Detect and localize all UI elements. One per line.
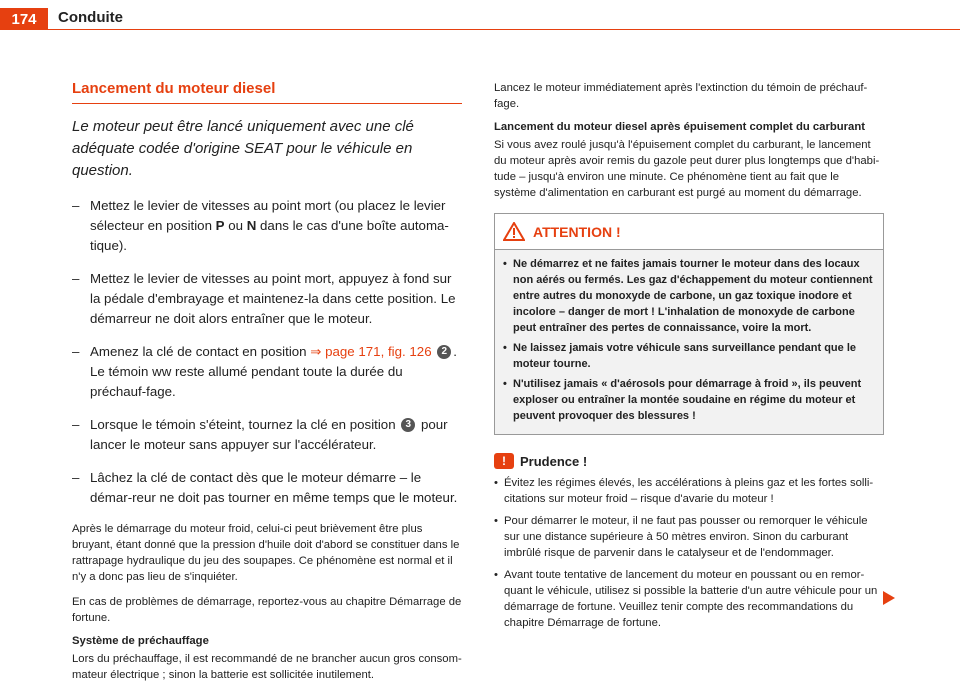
warning-item (503, 340, 875, 372)
step-dash: – (72, 470, 80, 485)
warning-body (495, 250, 883, 434)
gear-n: N (246, 218, 257, 233)
section-title: Lancement du moteur diesel (72, 80, 462, 104)
paragraph: En cas de problèmes de démarrage, reportez-vous au chapitre Démarrage de fortune. (72, 596, 462, 624)
step-text: Lâchez la clé de contact dès que le moteur démarre – le démar-reur ne doit pas tourner en même temps que le moteur. (90, 470, 458, 505)
warning-text: Ne laissez jamais votre véhicule sans surveillance pendant que le moteur tourne. (513, 342, 856, 370)
paragraph: Si vous avez roulé jusqu'à l'épuisement complet du carburant, le lancement du moteur après avoir remis du gazole peut durer plus longtemps que d'habi-tude – jusqu'à environ une minute. Ce phénomène tient au fait que le système d'alimentation en carburant est purgé au moment du démarrage. (494, 139, 880, 199)
step-3 (72, 342, 462, 402)
subheading: Lancement du moteur diesel après épuisement complet du carburant (494, 121, 866, 133)
bullet: • (503, 342, 507, 354)
subheading: Système de préchauffage (72, 635, 209, 647)
page-number: 174 (0, 8, 48, 30)
step-text: . Le témoin (90, 344, 457, 379)
step-text: Amenez la clé de contact en position (90, 344, 311, 359)
caution-text: Évitez les régimes élevés, les accélérations à pleins gaz et les fortes solli-citations sur moteur froid – risque d'avarie du moteur ! (504, 477, 874, 505)
header-rule (48, 29, 960, 30)
step-1 (72, 196, 462, 256)
position-3-badge: 3 (401, 418, 415, 432)
bullet: • (503, 378, 507, 390)
caution-text: Avant toute tentative de lancement du moteur en poussant ou en remor-quant le véhicule, utilisez si possible la batterie d'un autre véhicule pour un démarrage de fortune. Veuillez tenir compte des recommandations du chapitre Démarrage de fortune. (504, 569, 878, 629)
page-header (0, 0, 960, 30)
step-4 (72, 415, 462, 455)
step-dash: – (72, 344, 80, 359)
bullet: • (494, 477, 498, 489)
bullet: • (503, 258, 507, 270)
caution-item (494, 475, 884, 507)
step-text: pour lancer le moteur sans appuyer sur l'accélérateur. (90, 417, 448, 452)
caution-item (494, 567, 884, 631)
caution-item (494, 513, 884, 561)
bullet: • (494, 515, 498, 527)
glow-plug-icon: ᴡᴡ (152, 364, 172, 379)
warning-item (503, 376, 875, 424)
step-dash: – (72, 271, 80, 286)
warning-title: ATTENTION ! (533, 223, 621, 240)
paragraph: Lancez le moteur immédiatement après l'extinction du témoin de préchauf-fage. (494, 82, 868, 110)
step-text: Mettez le levier de vitesses au point mort (ou placez le levier sélecteur en position (90, 198, 446, 233)
step-text: reste allumé pendant toute la durée du préchauf-fage. (90, 364, 403, 399)
paragraph: Après le démarrage du moteur froid, celui-ci peut brièvement être plus bruyant, étant donné que la pression d'huile doit d'abord se constituer dans le rattrapage hydraulique du jeu des soupapes. Ce phénomène est normal et il n'y a donc pas lieu de s'inquiéter. (72, 523, 460, 583)
warning-text: Ne démarrez et ne faites jamais tourner le moteur dans des locaux non aérés ou fermés. Les gaz d'échappement du moteur contiennent entre autres du monoxyde de carbone, un gaz toxique inodore et incolore – danger de mort ! L'inhalation de monoxyde de carbone peut entraîner des pertes de connaissance, voire la mort. (513, 258, 873, 334)
warning-item (503, 256, 875, 336)
warning-triangle-icon (503, 222, 525, 241)
caution-title: Prudence ! (520, 453, 588, 469)
page-link[interactable]: ⇒ page 171, fig. 126 (310, 344, 432, 359)
step-text: Lorsque le témoin s'éteint, tournez la clé en position (90, 417, 400, 432)
step-dash: – (72, 417, 80, 432)
warning-text: N'utilisez jamais « d'aérosols pour démarrage à froid », ils peuvent exploser ou entraîner la montée soudaine en régime du moteur et peuvent provoquer des blessures ! (513, 378, 862, 422)
step-dash: – (72, 198, 80, 213)
next-page-arrow-icon[interactable] (883, 591, 895, 605)
position-2-badge: 2 (437, 345, 451, 359)
step-2 (72, 269, 462, 329)
left-column (72, 80, 462, 692)
step-5 (72, 468, 462, 508)
bullet: • (494, 569, 498, 581)
caution-icon: ! (494, 453, 514, 469)
paragraph: Lors du préchauffage, il est recommandé de ne brancher aucun gros consom-mateur électrique ; sinon la batterie est sollicitée inutilement. (72, 653, 462, 681)
step-text: ou (224, 218, 247, 233)
right-column (494, 80, 884, 637)
caution-text: Pour démarrer le moteur, il ne faut pas pousser ou remorquer le véhicule sur une distance supérieure à 50 mètres environ. Sinon du carburant imbrûlé risque de parvenir dans le catalyseur et de l'endommager. (504, 515, 868, 559)
warning-header (495, 214, 883, 250)
warning-box (494, 213, 884, 435)
intro-text: Le moteur peut être lancé uniquement avec une clé adéquate codée d'origine SEAT pour le véhicule en question. (72, 118, 414, 179)
chapter-title: Conduite (58, 9, 123, 26)
caution-header (494, 453, 884, 469)
step-text: Mettez le levier de vitesses au point mort, appuyez à fond sur la pédale d'embrayage et maintenez-la dans cette position. Le démarreur ne doit alors entraîner que le moteur. (90, 271, 456, 326)
gear-p: P (215, 218, 225, 233)
step-text: dans le cas d'une boîte automa-tique). (90, 218, 449, 253)
